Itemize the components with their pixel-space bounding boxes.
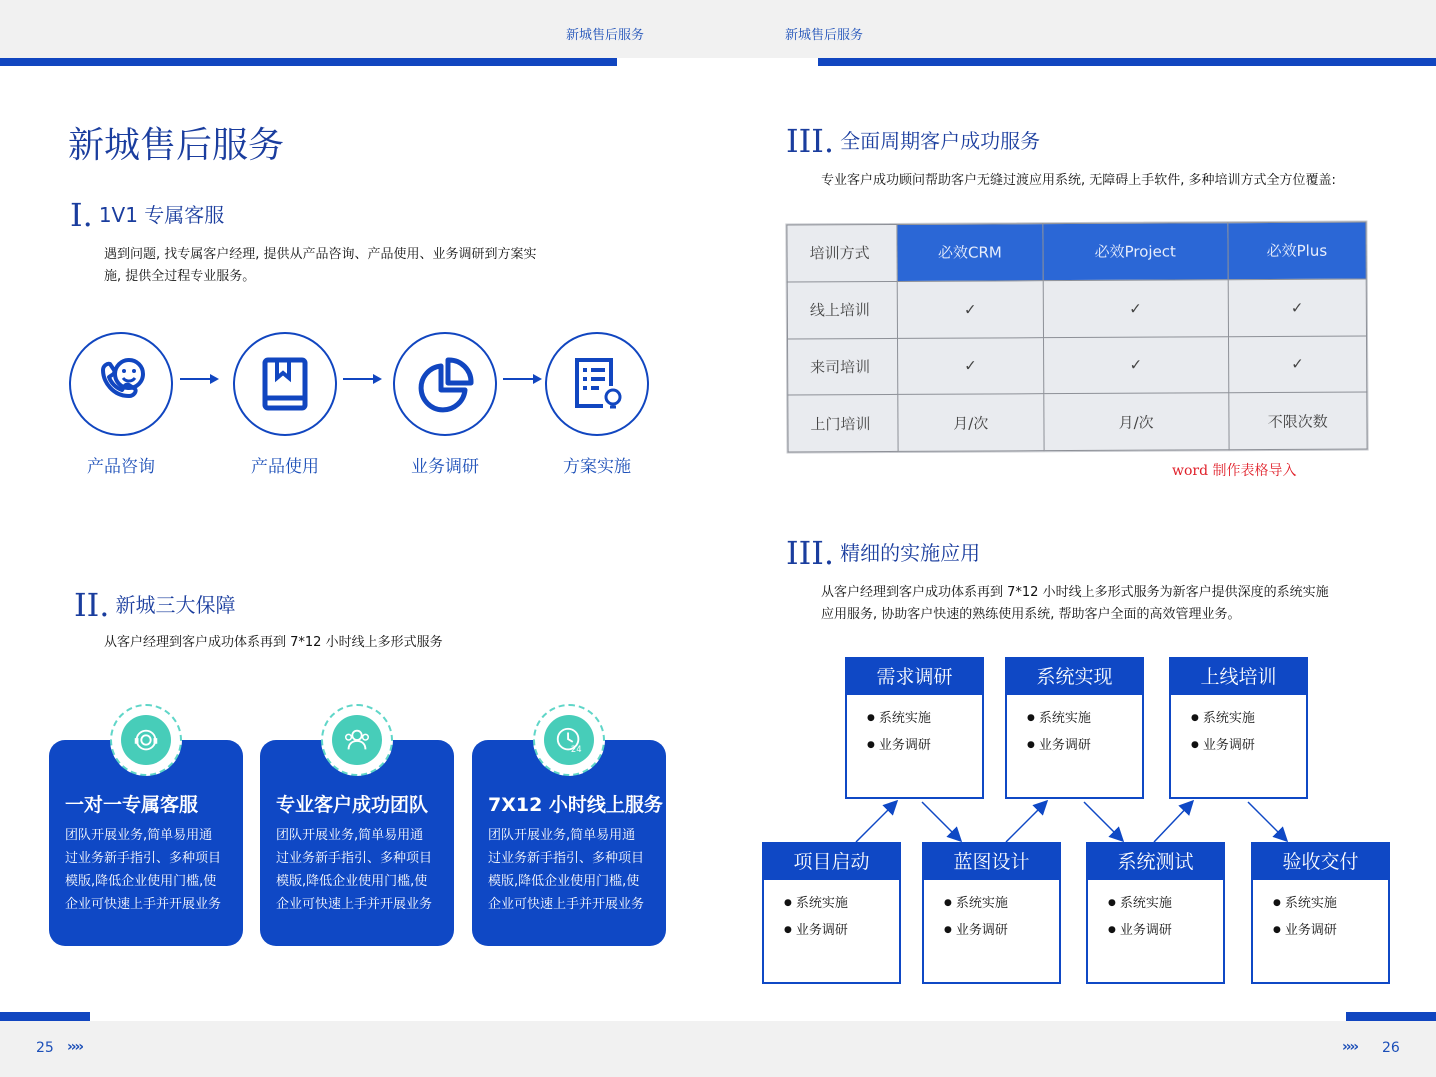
card-line: 过业务新手指引、多种项目 — [276, 851, 433, 866]
section-title: 精细的实施应用 — [840, 541, 981, 565]
step-label: 业务调研 — [411, 457, 479, 477]
header-title-right: 新城售后服务 — [785, 28, 864, 43]
section-4-heading — [786, 534, 980, 572]
paragraph-line: 从客户经理到客户成功体系再到 7*12 小时线上多形式服务为新客户提供深度的系统实施 — [821, 585, 1329, 600]
flow-arrow — [922, 802, 960, 840]
implement-step-circle — [545, 332, 649, 436]
table-cell: 来司培训 — [788, 338, 898, 395]
card-line: 团队开展业务,简单易用通 — [488, 828, 636, 843]
card-line: 企业可快速上手并开展业务 — [488, 897, 645, 912]
list-item: ● 业务调研 — [944, 917, 1059, 944]
table-cell: 月/次 — [898, 394, 1044, 452]
flow-arrows — [760, 796, 1400, 846]
table-header-cell: 必效Project — [1043, 223, 1228, 281]
section-4-description — [821, 582, 1329, 626]
flow-arrow — [1154, 802, 1192, 842]
book-icon — [253, 352, 317, 416]
table-header-cell: 必效CRM — [897, 224, 1043, 282]
flow-box-kickoff — [762, 842, 901, 984]
document-bulb-icon — [565, 352, 629, 416]
headset-icon — [131, 725, 161, 755]
flow-box-title: 项目启动 — [764, 844, 899, 880]
flow-box-title: 上线培训 — [1171, 659, 1306, 695]
table-cell: 月/次 — [1044, 393, 1229, 451]
footer-accent-right — [1346, 1012, 1436, 1021]
pie-chart-icon — [413, 352, 477, 416]
list-item: ● 业务调研 — [867, 732, 982, 759]
card-title: 专业客户成功团队 — [276, 794, 429, 816]
card-line: 企业可快速上手并开展业务 — [276, 897, 433, 912]
flow-box-implementation — [1005, 657, 1144, 799]
list-item: ● 业务调研 — [1273, 917, 1388, 944]
flow-box-title: 系统测试 — [1088, 844, 1223, 880]
list-item: ● 系统实施 — [1191, 705, 1306, 732]
table-cell: 不限次数 — [1228, 392, 1367, 449]
check-icon: ✓ — [898, 337, 1044, 395]
section-3-heading — [786, 122, 1040, 160]
header-title-left: 新城售后服务 — [566, 28, 645, 43]
card-line: 过业务新手指引、多种项目 — [488, 851, 645, 866]
list-item: ● 系统实施 — [1273, 890, 1388, 917]
footer-accent-left — [0, 1012, 90, 1021]
card-badge — [533, 704, 605, 776]
paragraph-line: 应用服务, 协助客户快速的熟练使用系统, 帮助客户全面的高效管理业务。 — [821, 607, 1241, 622]
card-badge — [110, 704, 182, 776]
card-line: 团队开展业务,简单易用通 — [276, 828, 424, 843]
list-item: ● 系统实施 — [867, 705, 982, 732]
svg-text:24: 24 — [570, 744, 582, 755]
list-item: ● 系统实施 — [1108, 890, 1223, 917]
table-header-cell: 必效Plus — [1228, 222, 1367, 279]
page-number-right: 26 — [1382, 1040, 1400, 1056]
table-cell: 上门培训 — [788, 395, 898, 452]
section-1-heading — [70, 196, 224, 234]
header-accent-left — [0, 58, 617, 66]
training-table-photo — [785, 220, 1368, 453]
header-accent-right — [818, 58, 1436, 66]
section-3-description: 专业客户成功顾问帮助客户无缝过渡应用系统, 无障碍上手软件, 多种培训方式全方位覆盖: — [821, 173, 1336, 188]
table-row — [788, 392, 1367, 452]
footer-band — [0, 1021, 1436, 1077]
consult-step-circle — [69, 332, 173, 436]
section-numeral: I. — [70, 196, 93, 234]
list-item: ● 业务调研 — [1191, 732, 1306, 759]
flow-box-title: 系统实现 — [1007, 659, 1142, 695]
team-icon — [342, 725, 372, 755]
flow-arrow — [1084, 802, 1122, 840]
step-label: 方案实施 — [563, 457, 631, 477]
card-title: 7X12 小时线上服务 — [488, 794, 663, 816]
flow-arrow — [856, 802, 896, 842]
flow-arrow — [1006, 802, 1046, 842]
card-line: 过业务新手指引、多种项目 — [65, 851, 222, 866]
flow-box-requirements — [845, 657, 984, 799]
phone-smile-icon — [89, 352, 153, 416]
section-2-description: 从客户经理到客户成功体系再到 7*12 小时线上多形式服务 — [104, 635, 443, 650]
header-band — [0, 0, 1436, 58]
flow-box-title: 蓝图设计 — [924, 844, 1059, 880]
paragraph-line: 遇到问题, 找专属客户经理, 提供从产品咨询、产品使用、业务调研到方案实 — [104, 247, 537, 262]
page-number-left: 25 — [36, 1040, 54, 1056]
card-line: 模版,降低企业使用门槛,使 — [488, 874, 640, 889]
usage-step-circle — [233, 332, 337, 436]
flow-box-title: 需求调研 — [847, 659, 982, 695]
table-cell: 线上培训 — [787, 281, 897, 338]
section-2-heading — [74, 586, 235, 624]
arrow-right-icon — [343, 373, 383, 385]
card-line: 团队开展业务,简单易用通 — [65, 828, 213, 843]
check-icon: ✓ — [897, 280, 1043, 338]
arrow-right-icon — [180, 373, 220, 385]
table-header-cell: 培训方式 — [787, 224, 897, 281]
list-item: ● 系统实施 — [1027, 705, 1142, 732]
section-title: 全面周期客户成功服务 — [840, 129, 1041, 153]
flow-arrow — [1248, 802, 1286, 840]
card-badge — [321, 704, 393, 776]
section-numeral: III. — [786, 534, 835, 572]
list-item: ● 业务调研 — [784, 917, 899, 944]
page-title: 新城售后服务 — [68, 125, 285, 166]
check-icon: ✓ — [1043, 279, 1228, 337]
list-item: ● 业务调研 — [1108, 917, 1223, 944]
section-numeral: II. — [74, 586, 110, 624]
card-line: 模版,降低企业使用门槛,使 — [276, 874, 428, 889]
check-icon: ✓ — [1228, 335, 1367, 392]
step-label: 产品使用 — [251, 457, 319, 477]
table-row — [787, 279, 1366, 339]
table-note: word 制作表格导入 — [1172, 463, 1297, 479]
list-item: ● 系统实施 — [944, 890, 1059, 917]
list-item: ● 业务调研 — [1027, 732, 1142, 759]
chevrons-icon: ›››› — [1342, 1039, 1358, 1055]
flow-box-testing — [1086, 842, 1225, 984]
check-icon: ✓ — [1043, 336, 1228, 394]
check-icon: ✓ — [1228, 279, 1367, 336]
section-title: 1V1 专属客服 — [98, 203, 225, 227]
table-row — [788, 335, 1367, 395]
card-line: 模版,降低企业使用门槛,使 — [65, 874, 217, 889]
section-numeral: III. — [786, 122, 835, 160]
card-body — [488, 824, 658, 916]
card-title: 一对一专属客服 — [65, 794, 199, 816]
flow-box-blueprint — [922, 842, 1061, 984]
card-body — [276, 824, 446, 916]
chevrons-icon: ›››› — [67, 1039, 83, 1055]
flow-box-title: 验收交付 — [1253, 844, 1388, 880]
paragraph-line: 施, 提供全过程专业服务。 — [104, 269, 256, 284]
clock-24-icon — [554, 725, 584, 755]
flow-box-training — [1169, 657, 1308, 799]
table-header-row — [787, 222, 1366, 282]
training-table — [786, 221, 1367, 452]
arrow-right-icon — [503, 373, 543, 385]
card-body — [65, 824, 235, 916]
list-item: ● 系统实施 — [784, 890, 899, 917]
research-step-circle — [393, 332, 497, 436]
flow-box-delivery — [1251, 842, 1390, 984]
section-1-description — [104, 244, 537, 288]
card-line: 企业可快速上手并开展业务 — [65, 897, 222, 912]
step-label: 产品咨询 — [87, 457, 155, 477]
section-title: 新城三大保障 — [115, 593, 236, 617]
